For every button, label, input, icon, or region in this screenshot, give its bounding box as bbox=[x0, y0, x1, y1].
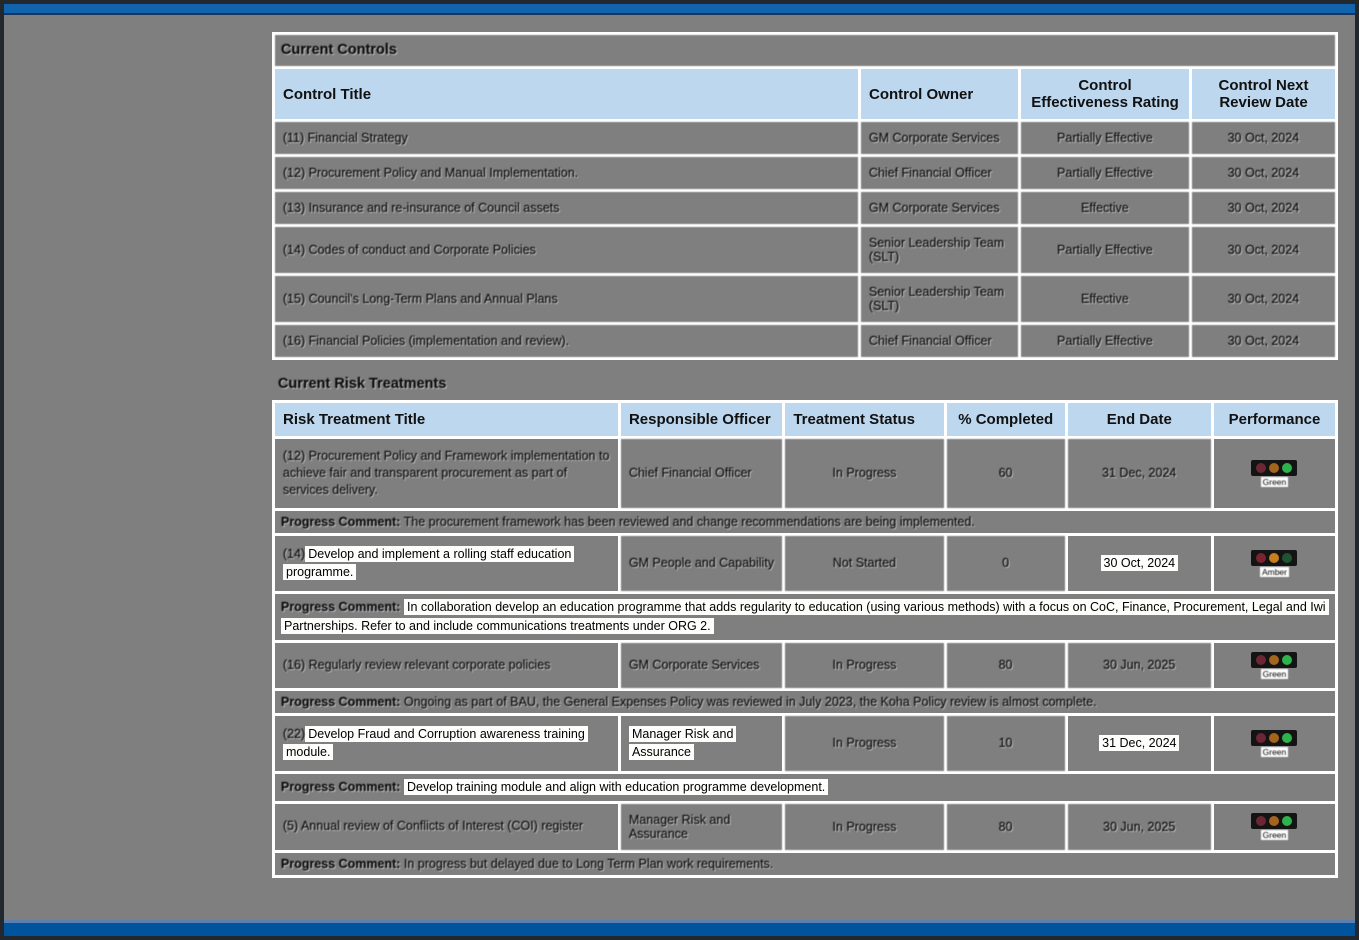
control-title: (16) Financial Policies (implementation and review). bbox=[275, 325, 858, 357]
control-rating: Partially Effective bbox=[1021, 227, 1189, 273]
col-responsible-officer: Responsible Officer bbox=[621, 403, 782, 436]
col-treatment-status: Treatment Status bbox=[785, 403, 943, 436]
performance-label: Green bbox=[1262, 830, 1287, 841]
treatment-status: Not Started bbox=[785, 536, 943, 592]
control-row bbox=[275, 325, 1335, 357]
treatment-end-date: 31 Dec, 2024 bbox=[1068, 716, 1211, 772]
treatment-performance bbox=[1214, 439, 1335, 508]
treatment-ref: (5) bbox=[283, 819, 299, 834]
traffic-light-icon bbox=[1251, 460, 1297, 476]
traffic-light-icon bbox=[1251, 550, 1297, 566]
progress-comment: Progress Comment: In progress but delayed due to Long Term Plan work requirements. bbox=[275, 853, 1335, 875]
treatment-ref: (14) bbox=[283, 546, 306, 561]
treatment-status: In Progress bbox=[785, 716, 943, 772]
control-owner: Senior Leadership Team (SLT) bbox=[861, 276, 1018, 322]
risk-report bbox=[272, 32, 1341, 878]
progress-comment-label: Progress Comment: bbox=[281, 514, 401, 529]
treatment-row bbox=[275, 716, 1335, 772]
treatment-completed: 80 bbox=[947, 643, 1065, 688]
control-rating: Partially Effective bbox=[1021, 157, 1189, 189]
traffic-light-icon bbox=[1251, 652, 1297, 668]
progress-comment-label: Progress Comment: bbox=[281, 780, 401, 795]
treatment-completed: 80 bbox=[947, 804, 1065, 850]
treatment-officer: GM Corporate Services bbox=[621, 643, 782, 688]
col-control-rating: Control Effectiveness Rating bbox=[1021, 69, 1189, 119]
treatment-title: (16) Regularly review relevant corporate policies bbox=[275, 643, 618, 688]
progress-comment-row bbox=[275, 853, 1335, 875]
treatment-title: (14) Develop and implement a rolling staff education programme. bbox=[275, 536, 618, 592]
col-percent-completed: % Completed bbox=[947, 403, 1065, 436]
current-controls-table bbox=[272, 32, 1338, 360]
treatment-end-date: 30 Jun, 2025 bbox=[1068, 804, 1211, 850]
col-control-review-date: Control Next Review Date bbox=[1192, 69, 1335, 119]
treatment-status: In Progress bbox=[785, 643, 943, 688]
treatment-end-date: 30 Oct, 2024 bbox=[1068, 536, 1211, 592]
treatment-ref: (12) bbox=[283, 449, 306, 463]
treatment-officer: Manager Risk and Assurance bbox=[621, 716, 782, 772]
treatment-row bbox=[275, 439, 1335, 508]
treatment-row bbox=[275, 643, 1335, 688]
control-rating: Effective bbox=[1021, 192, 1189, 224]
performance-label: Green bbox=[1262, 476, 1287, 487]
treatment-performance bbox=[1214, 716, 1335, 772]
treatment-row bbox=[275, 804, 1335, 850]
treatment-end-date: 31 Dec, 2024 bbox=[1068, 439, 1211, 508]
progress-comment-label: Progress Comment: bbox=[281, 600, 401, 615]
treatment-end-date: 30 Jun, 2025 bbox=[1068, 643, 1211, 688]
control-row bbox=[275, 122, 1335, 154]
col-control-owner: Control Owner bbox=[861, 69, 1018, 119]
control-row bbox=[275, 157, 1335, 189]
progress-comment-label: Progress Comment: bbox=[281, 856, 401, 871]
control-review-date: 30 Oct, 2024 bbox=[1192, 157, 1335, 189]
control-owner: Senior Leadership Team (SLT) bbox=[861, 227, 1018, 273]
control-review-date: 30 Oct, 2024 bbox=[1192, 325, 1335, 357]
treatment-status: In Progress bbox=[785, 804, 943, 850]
progress-comment: Progress Comment: In collaboration develop an education programme that adds regularity to education (using various methods) with a focus on CoC, Finance, Procurement, Legal and Iwi Partnerships. Refer to and include communications treatments under ORG 2. bbox=[275, 594, 1335, 640]
control-rating: Partially Effective bbox=[1021, 122, 1189, 154]
control-review-date: 30 Oct, 2024 bbox=[1192, 227, 1335, 273]
treatment-performance bbox=[1214, 804, 1335, 850]
current-risk-treatments-title: Current Risk Treatments bbox=[278, 376, 447, 392]
control-rating: Effective bbox=[1021, 276, 1189, 322]
control-owner: Chief Financial Officer bbox=[861, 325, 1018, 357]
progress-comment-row bbox=[275, 691, 1335, 713]
current-risk-treatments-table bbox=[272, 400, 1338, 878]
control-row bbox=[275, 227, 1335, 273]
control-owner: Chief Financial Officer bbox=[861, 157, 1018, 189]
progress-comment: Progress Comment: Ongoing as part of BAU, the General Expenses Policy was reviewed in July 2023, the Koha Policy review is almost complete. bbox=[275, 691, 1335, 713]
treatment-title: (5) Annual review of Conflicts of Interest (COI) register bbox=[275, 804, 618, 850]
top-accent-bar bbox=[4, 4, 1355, 15]
treatment-title: (22) Develop Fraud and Corruption awareness training module. bbox=[275, 716, 618, 772]
control-row bbox=[275, 276, 1335, 322]
report-canvas bbox=[4, 15, 1355, 936]
progress-comment-row bbox=[275, 511, 1335, 533]
treatment-title: (12) Procurement Policy and Framework implementation to achieve fair and transparent procurement as part of services delivery. bbox=[275, 439, 618, 508]
col-control-title: Control Title bbox=[275, 69, 858, 119]
treatment-performance bbox=[1214, 536, 1335, 592]
control-review-date: 30 Oct, 2024 bbox=[1192, 122, 1335, 154]
control-rating: Partially Effective bbox=[1021, 325, 1189, 357]
col-end-date: End Date bbox=[1068, 403, 1211, 436]
col-performance: Performance bbox=[1214, 403, 1335, 436]
control-title: (15) Council's Long-Term Plans and Annual Plans bbox=[275, 276, 858, 322]
control-row bbox=[275, 192, 1335, 224]
control-title: (11) Financial Strategy bbox=[275, 122, 858, 154]
progress-comment: Progress Comment: Develop training module and align with education programme development. bbox=[275, 774, 1335, 801]
progress-comment-row bbox=[275, 594, 1335, 640]
treatment-ref: (22) bbox=[283, 726, 306, 741]
controls-header-row bbox=[275, 69, 1335, 119]
bottom-accent-bar bbox=[4, 920, 1355, 936]
treatment-row bbox=[275, 536, 1335, 592]
treatment-ref: (16) bbox=[283, 657, 306, 672]
control-review-date: 30 Oct, 2024 bbox=[1192, 276, 1335, 322]
control-title: (12) Procurement Policy and Manual Implementation. bbox=[275, 157, 858, 189]
current-controls-title: Current Controls bbox=[275, 35, 1335, 66]
treatment-performance bbox=[1214, 643, 1335, 688]
control-owner: GM Corporate Services bbox=[861, 192, 1018, 224]
traffic-light-icon bbox=[1251, 730, 1297, 746]
control-title: (13) Insurance and re-insurance of Council assets bbox=[275, 192, 858, 224]
performance-label: Green bbox=[1262, 668, 1287, 679]
control-title: (14) Codes of conduct and Corporate Policies bbox=[275, 227, 858, 273]
performance-label: Amber bbox=[1261, 566, 1287, 577]
progress-comment-row bbox=[275, 774, 1335, 801]
treatments-header-row bbox=[275, 403, 1335, 436]
progress-comment: Progress Comment: The procurement framework has been reviewed and change recommendations are being implemented. bbox=[275, 511, 1335, 533]
treatment-officer: GM People and Capability bbox=[621, 536, 782, 592]
treatment-completed: 0 bbox=[947, 536, 1065, 592]
treatment-officer: Manager Risk and Assurance bbox=[621, 804, 782, 850]
traffic-light-icon bbox=[1251, 813, 1297, 829]
treatment-officer: Chief Financial Officer bbox=[621, 439, 782, 508]
performance-label: Green bbox=[1262, 746, 1287, 757]
treatment-completed: 60 bbox=[947, 439, 1065, 508]
treatment-status: In Progress bbox=[785, 439, 943, 508]
control-review-date: 30 Oct, 2024 bbox=[1192, 192, 1335, 224]
col-treatment-title: Risk Treatment Title bbox=[275, 403, 618, 436]
control-owner: GM Corporate Services bbox=[861, 122, 1018, 154]
treatment-completed: 10 bbox=[947, 716, 1065, 772]
progress-comment-label: Progress Comment: bbox=[281, 694, 401, 709]
